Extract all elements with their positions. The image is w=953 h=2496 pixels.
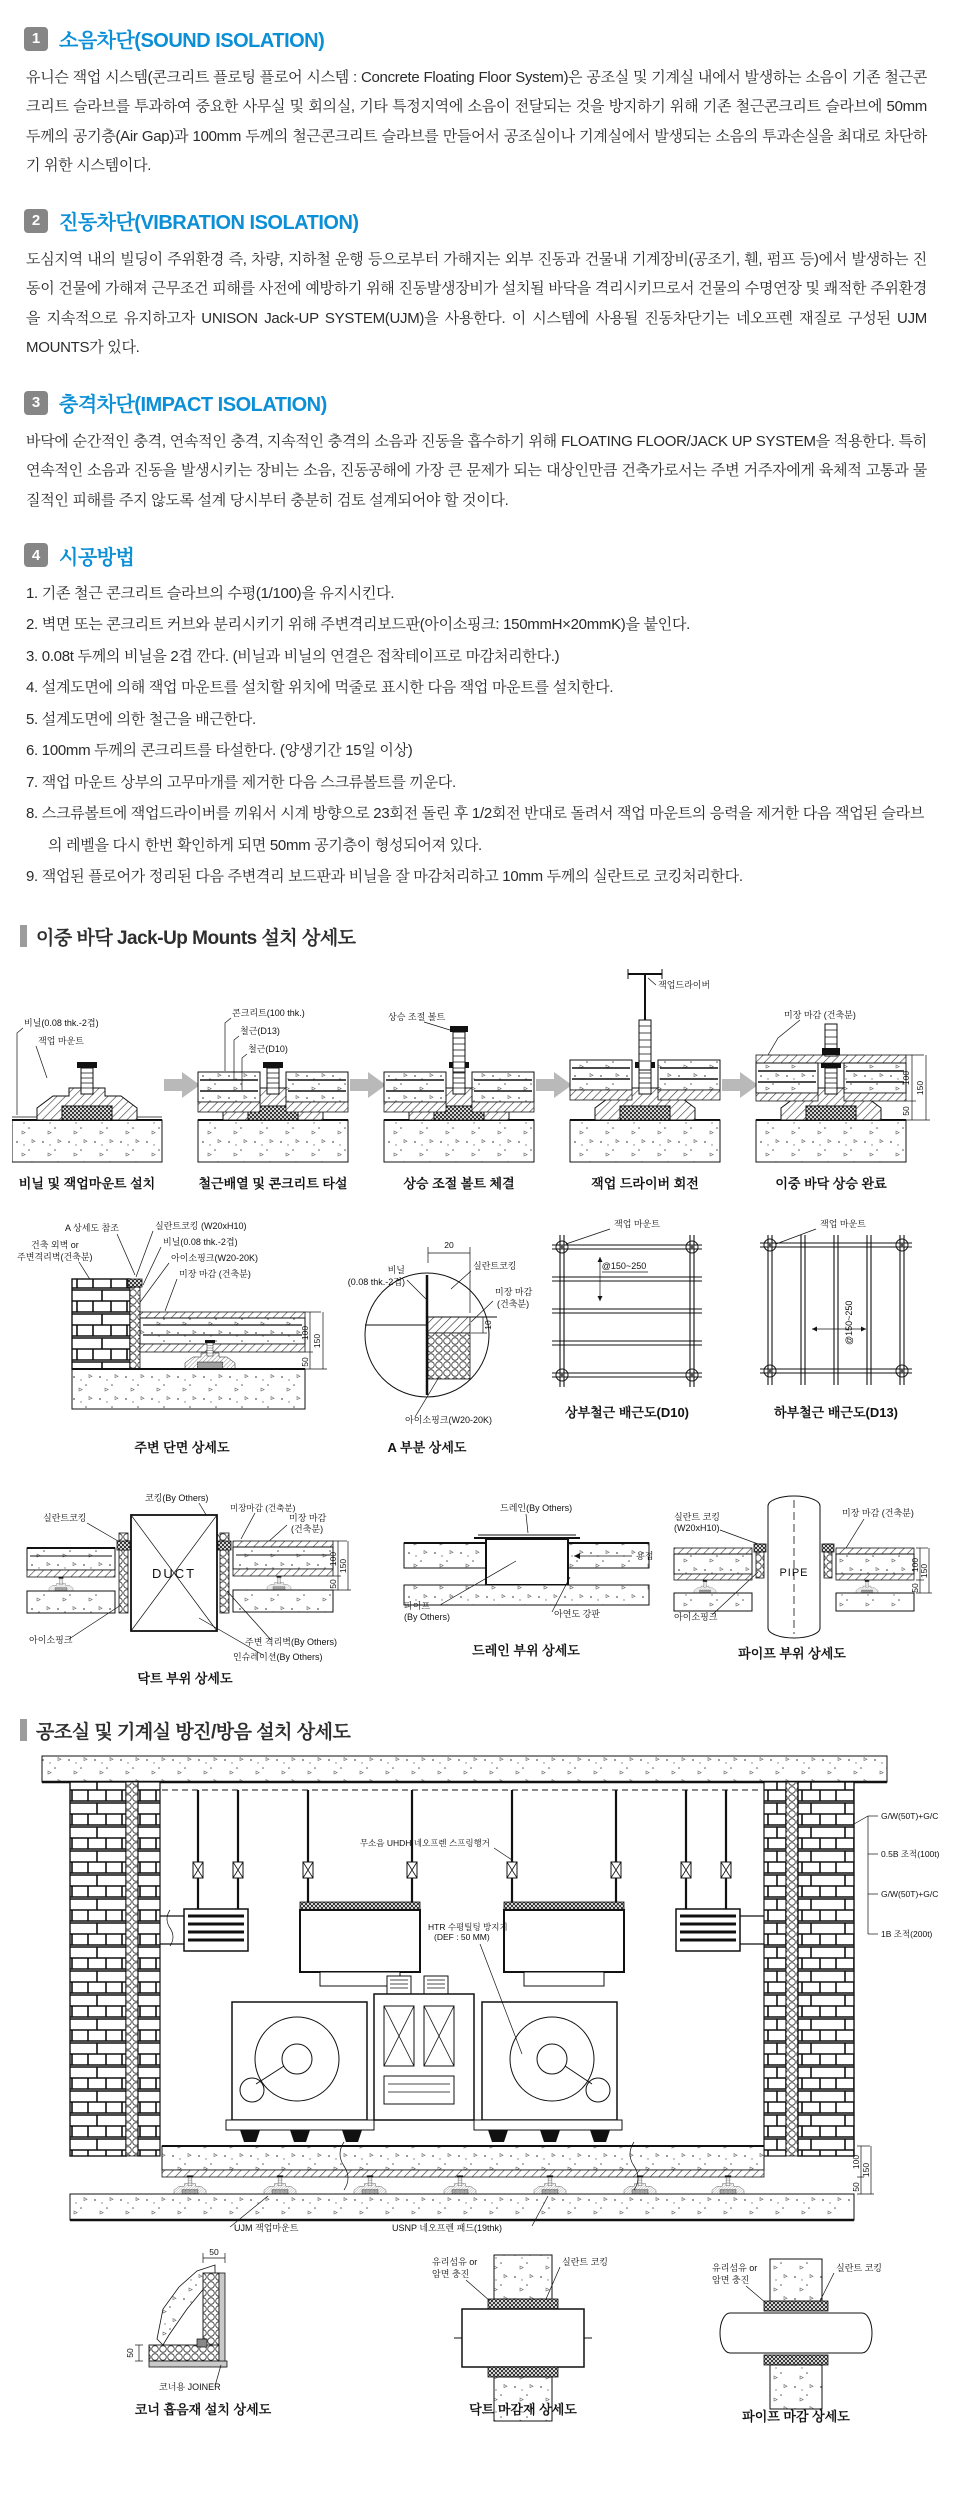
dim-150: 150 — [312, 1333, 322, 1348]
duct-finish-caption: 닥트 마감재 상세도 — [469, 2401, 577, 2417]
sealant-coking-label: 실란트 코킹 — [836, 2262, 882, 2273]
weld-label: 용접 — [636, 1550, 654, 1561]
finish-details-row — [12, 2247, 943, 2437]
heading-bar — [20, 925, 27, 947]
legend-gw1: G/W(50T)+G/C — [881, 1810, 939, 1821]
dim-50: 50 — [300, 1357, 310, 1367]
step4-caption: 잭업 드라이버 회전 — [591, 1175, 699, 1191]
sealant-label: 실란트코킹 — [473, 1260, 517, 1271]
pipe-detail-diagram — [674, 1496, 932, 1661]
machineroom-title: 공조실 및 기계실 방진/방음 설치 상세도 — [36, 1721, 351, 1743]
floating-slab — [70, 2142, 854, 2220]
construction-step: 6. 100mm 두께의 콘크리트를 타설한다. (양생기간 15일 이상) — [26, 742, 413, 760]
dim-20: 20 — [444, 1239, 454, 1250]
step5-diagram — [756, 1009, 930, 1191]
concrete-label: 콘크리트(100 thk.) — [232, 1007, 305, 1018]
step5-caption: 이중 바닥 상승 완료 — [775, 1175, 887, 1191]
rise-bolt-label: 상승 조절 볼트 — [388, 1011, 446, 1022]
corner-absorber-diagram — [125, 2247, 272, 2417]
insulation-label: 인슈레이션(By Others) — [233, 1651, 323, 1662]
dim-100: 100 — [300, 1325, 310, 1340]
zinc-plate-label: 아연도 강판 — [554, 1608, 600, 1619]
plaster-label-line1: 미장 마감 — [495, 1286, 533, 1297]
section-3-number-badge: 3 — [24, 391, 48, 415]
plaster-label: 미장마감 (건축분) — [230, 1502, 296, 1513]
jackup-detail-title: 이중 바닥 Jack-Up Mounts 설치 상세도 — [36, 927, 356, 949]
machineroom-diagram-wrap — [12, 1754, 943, 2241]
rebar-d10-label: 철근(D10) — [248, 1043, 288, 1054]
construction-step: 9. 잭업된 플로어가 정리된 다음 주변격리 보드판과 비닐을 잘 마감처리하고 10mm 두께의 실란트로 코킹처리한다. — [26, 868, 743, 886]
section-1-title: 소음차단(SOUND ISOLATION) — [59, 30, 325, 52]
glasswool-label-1: 유리섬유 or — [712, 2262, 758, 2273]
left-fan-unit — [226, 2002, 374, 2142]
dim-50-left: 50 — [125, 2348, 135, 2358]
pipe-by-others-label-1: 파이프 — [404, 1600, 431, 1611]
heading-bar — [20, 1719, 27, 1741]
plaster-label-line1: 미장 마감 — [289, 1512, 327, 1523]
htr-label-line1: HTR 수평틸팅 방지기 — [428, 1921, 508, 1932]
upper-rebar-caption: 상부철근 배근도(D10) — [564, 1404, 690, 1420]
dim-50-top: 50 — [209, 2246, 219, 2257]
section-2-number-badge: 2 — [24, 209, 48, 233]
jack-mount-label: 잭업 마운트 — [38, 1035, 84, 1046]
jack-mount-label: 잭업 마운트 — [820, 1218, 866, 1229]
rebar-spacing-label: @150~250 — [601, 1260, 647, 1271]
pipe-finish-caption: 파이프 마감 상세도 — [742, 2408, 850, 2424]
step3-caption: 상승 조절 볼트 체결 — [403, 1175, 515, 1191]
section-3-heading — [24, 388, 929, 417]
finish-details-svg — [12, 2247, 942, 2432]
jack-mount-label: 잭업 마운트 — [614, 1218, 660, 1229]
left-flex-duct — [160, 1909, 248, 1951]
penetration-details-svg — [12, 1488, 942, 1686]
section-4-heading — [24, 541, 929, 570]
plaster-finish-label: 미장 마감 (건축분) — [179, 1268, 251, 1279]
glasswool-label-2: 암면 충진 — [712, 2274, 750, 2285]
neoprene-pad-label: USNP 네오프렌 패드(19thk) — [392, 2222, 503, 2233]
installation-steps-svg — [12, 960, 942, 1198]
isopink-label: 아이소핑크(W20-20K) — [405, 1414, 492, 1425]
dim-100: 100 — [851, 2154, 861, 2169]
center-unit — [374, 1976, 474, 2120]
ujm-mount-label: UJM 잭업마운트 — [234, 2222, 299, 2233]
dim-50: 50 — [328, 1579, 338, 1589]
glasswool-label-2: 암면 충진 — [432, 2268, 470, 2279]
machineroom-heading — [20, 1717, 933, 1744]
corner-caption: 코너 흡음재 설치 상세도 — [134, 2401, 272, 2417]
vinyl-label-line1: 비닐 — [387, 1264, 405, 1275]
perimeter-caption: 주변 단면 상세도 — [134, 1439, 230, 1455]
isopink-label: 아이소핑크 — [674, 1611, 718, 1622]
section-details-svg — [12, 1209, 942, 1477]
step1-diagram — [12, 1017, 162, 1191]
section-1-heading — [24, 24, 929, 53]
drain-detail-caption: 드레인 부위 상세도 — [472, 1642, 580, 1658]
installation-steps-diagram-row — [12, 960, 943, 1203]
pipe-label: PIPE — [779, 1566, 809, 1579]
pipe-by-others-label-2: (By Others) — [404, 1611, 451, 1622]
dim-150: 150 — [919, 1563, 929, 1578]
drain-by-others-label: 드레인(By Others) — [500, 1502, 573, 1513]
section-3-title: 충격차단(IMPACT ISOLATION) — [59, 394, 327, 416]
sealant-coking-label-2: (W20xH10) — [674, 1522, 720, 1533]
step3-diagram — [384, 1011, 534, 1191]
section-4-title: 시공방법 — [59, 546, 135, 569]
right-fan-unit — [474, 2002, 622, 2142]
penetration-details-row — [12, 1488, 943, 1691]
dim-50: 50 — [851, 2182, 861, 2192]
legend-brick05: 0.5B 조적(100t) — [881, 1848, 940, 1859]
section-1-number-badge: 1 — [24, 27, 48, 51]
construction-step: 4. 설계도면에 의해 잭업 마운트를 설치할 위치에 먹줄로 표시한 다음 잭업 마운트를 설치한다. — [26, 679, 614, 697]
duct-detail-diagram — [27, 1492, 351, 1686]
machineroom-diagram — [12, 1754, 942, 2236]
rebar-spacing-label: @150~250 — [844, 1300, 854, 1345]
jackup-detail-heading — [20, 923, 933, 950]
spring-hanger-label: 무소음 UHDH 네오프렌 스프링행거 — [359, 1837, 490, 1848]
dim-100: 100 — [901, 1070, 911, 1085]
left-main-duct — [300, 1902, 420, 1986]
right-flex-duct — [676, 1909, 764, 1951]
duct-finish-diagram — [432, 2255, 608, 2421]
dim-100: 100 — [328, 1551, 338, 1566]
right-main-duct — [504, 1902, 624, 1986]
section-2-title: 진동차단(VIBRATION ISOLATION) — [59, 212, 359, 234]
section-3-body: 바닥에 순간적인 충격, 연속적인 충격, 지속적인 충격의 소음과 진동을 흡수하기 위해 FLOATING FLOOR/JACK UP SYSTEM을 적용한다. 특히 연속적인 소음과 진동을 발생시키는 장비는 소음, 진동공해에 가장 큰 문제가 되는 대상인만큼 건축가로서는 주변 거주자에게 육체적 고통과 물질적인 피해를 주지 않도록 설계 당시부터 충분히 검토 설계되어야 할 것이다. — [26, 433, 927, 509]
lower-rebar-caption: 하부철근 배근도(D13) — [773, 1404, 899, 1420]
drain-detail-diagram — [404, 1502, 653, 1658]
section-1-body: 유니슨 잭업 시스템(콘크리트 플로팅 플로어 시스템 : Concrete Floating Floor System)은 공조실 및 기계실 내에서 발생하는 소음이 기존 철근콘크리트 슬라브를 투과하여 중요한 사무실 및 회의실, 기타 특정지역에 소음이 전달되는 것을 방지하기 위해 기존 철근콘크리트 슬라브에 50mm 두께의 공기층(Air Gap)과 100mm 두께의 철근콘크리트 슬라브를 만들어서 공조실이나 기계실에서 발생되는 소음의 투과손실을 최대로 차단하기 위한 시스템이다. — [26, 69, 927, 174]
isopink-label: 아이소핑크(W20-20K) — [171, 1252, 258, 1263]
detail-a-caption: A 부분 상세도 — [387, 1439, 467, 1455]
plaster-label-line2: (건축분) — [291, 1523, 324, 1534]
dim-150: 150 — [861, 2162, 871, 2177]
legend-brick1: 1B 조적(200t) — [881, 1928, 933, 1939]
construction-step: 2. 벽면 또는 콘크리트 커브와 분리시키기 위해 주변격리보드판(아이소핑크: 150mmH×20mmK)을 붙인다. — [26, 616, 690, 634]
duct-detail-caption: 닥트 부위 상세도 — [137, 1670, 233, 1686]
plaster-finish-label: 미장 마감 (건축분) — [842, 1507, 914, 1518]
isopink-label: 아이소핑크 — [29, 1634, 73, 1645]
step1-caption: 비닐 및 잭업마운트 설치 — [18, 1175, 156, 1191]
coking-by-others-label: 코킹(By Others) — [145, 1492, 209, 1503]
section-2-heading — [24, 206, 929, 235]
construction-step: 7. 잭업 마운트 상부의 고무마개를 제거한 다음 스크류볼트를 끼운다. — [26, 773, 456, 791]
vinyl-label-line2: (0.08 thk.-2겹) — [347, 1276, 405, 1287]
perimeter-wall-label: 주변 격리벽(By Others) — [245, 1636, 337, 1647]
legend-gw2: G/W(50T)+G/C — [881, 1888, 939, 1899]
corner-joiner-label: 코너용 JOINER — [159, 2381, 221, 2392]
lower-rebar-plan-diagram — [760, 1218, 912, 1420]
construction-step: 5. 설계도면에 의한 철근을 배근한다. — [26, 710, 256, 728]
rebar-d13-label: 철근(D13) — [240, 1025, 280, 1036]
dim-10: 10 — [483, 1320, 493, 1330]
section-4-number-badge: 4 — [24, 543, 48, 567]
sealant-label: 실란트코킹 — [43, 1512, 87, 1523]
section-2-body: 도심지역 내의 빌딩이 주위환경 즉, 차량, 지하철 운행 등으로부터 가해지는 외부 진동과 건물내 기계장비(공조기, 휀, 펌프 등)에서 발생하는 진동이 건물에 가해져 근무조건 피해를 사전에 예방하기 위해 진동발생장비가 설치될 바닥을 격리시키므로서 건물의 수명연장 및 쾌적한 주위환경을 지속적으로 유지하고자 UNISON Jack-UP SYSTEM(UJM)을 사용한다. 이 시스템에 사용될 진동차단기는 네오프렌 재질로 구성된 UJM MOUNTS가 있다. — [26, 251, 927, 356]
jack-driver-label: 잭업드라이버 — [658, 979, 711, 990]
hanger-rods — [193, 1790, 731, 1909]
duct-label: DUCT — [151, 1565, 197, 1581]
construction-step: 1. 기존 철근 콘크리트 슬라브의 수평(1/100)을 유지시킨다. — [26, 584, 395, 602]
sealant-coking-label: 실란트 코킹 — [562, 2256, 608, 2267]
dim-150: 150 — [338, 1558, 348, 1573]
step2-diagram — [198, 1007, 348, 1191]
pipe-finish-diagram — [712, 2259, 882, 2424]
detail-a-diagram — [348, 1240, 533, 1455]
outer-wall-label-1: 건축 외벽 or — [31, 1239, 79, 1250]
dim-150: 150 — [915, 1080, 925, 1095]
plaster-label-line2: (건축분) — [497, 1298, 530, 1309]
vinyl-label: 비닐(0.08 thk.-2겹) — [163, 1236, 238, 1247]
wall-legend — [854, 1811, 940, 1939]
sealant-coking-label-1: 실란트 코킹 — [674, 1511, 720, 1522]
step4-diagram — [570, 969, 720, 1191]
outer-wall-label-2: 주변격리벽(건축분) — [17, 1251, 93, 1262]
perimeter-section-diagram — [17, 1220, 327, 1455]
construction-step: 8. 스크류볼트에 잭업드라이버를 끼워서 시계 방향으로 23회전 돌린 후 1/2회전 반대로 돌려서 잭업 마운트의 응력을 제거한 다음 잭업된 슬라브의 레벨을 다시 한번 확인하게 되면 50mm 공기층이 형성되어져 있다. — [26, 805, 925, 854]
upper-rebar-plan-diagram — [552, 1218, 702, 1420]
construction-step: 3. 0.08t 두께의 비닐을 2겹 깐다. (비닐과 비닐의 연결은 접착테이프로 마감처리한다.) — [26, 647, 560, 665]
construction-steps-list — [26, 578, 927, 893]
section-details-row — [12, 1209, 943, 1482]
plaster-finish-label: 미장 마감 (건축분) — [784, 1009, 856, 1020]
dim-50: 50 — [910, 1583, 920, 1593]
a-detail-ref-label: A 상세도 참조 — [65, 1222, 119, 1233]
pipe-detail-caption: 파이프 부위 상세도 — [738, 1645, 846, 1661]
dim-50: 50 — [901, 1106, 911, 1116]
dim-100: 100 — [910, 1557, 920, 1572]
step2-caption: 철근배열 및 콘크리트 타설 — [198, 1175, 348, 1191]
sealant-coking-label: 실란트코킹 (W20xH10) — [155, 1220, 247, 1231]
glasswool-label-1: 유리섬유 or — [432, 2256, 478, 2267]
vinyl-label: 비닐(0.08 thk.-2겹) — [24, 1017, 99, 1028]
htr-label-line2: (DEF : 50 MM) — [434, 1931, 490, 1942]
